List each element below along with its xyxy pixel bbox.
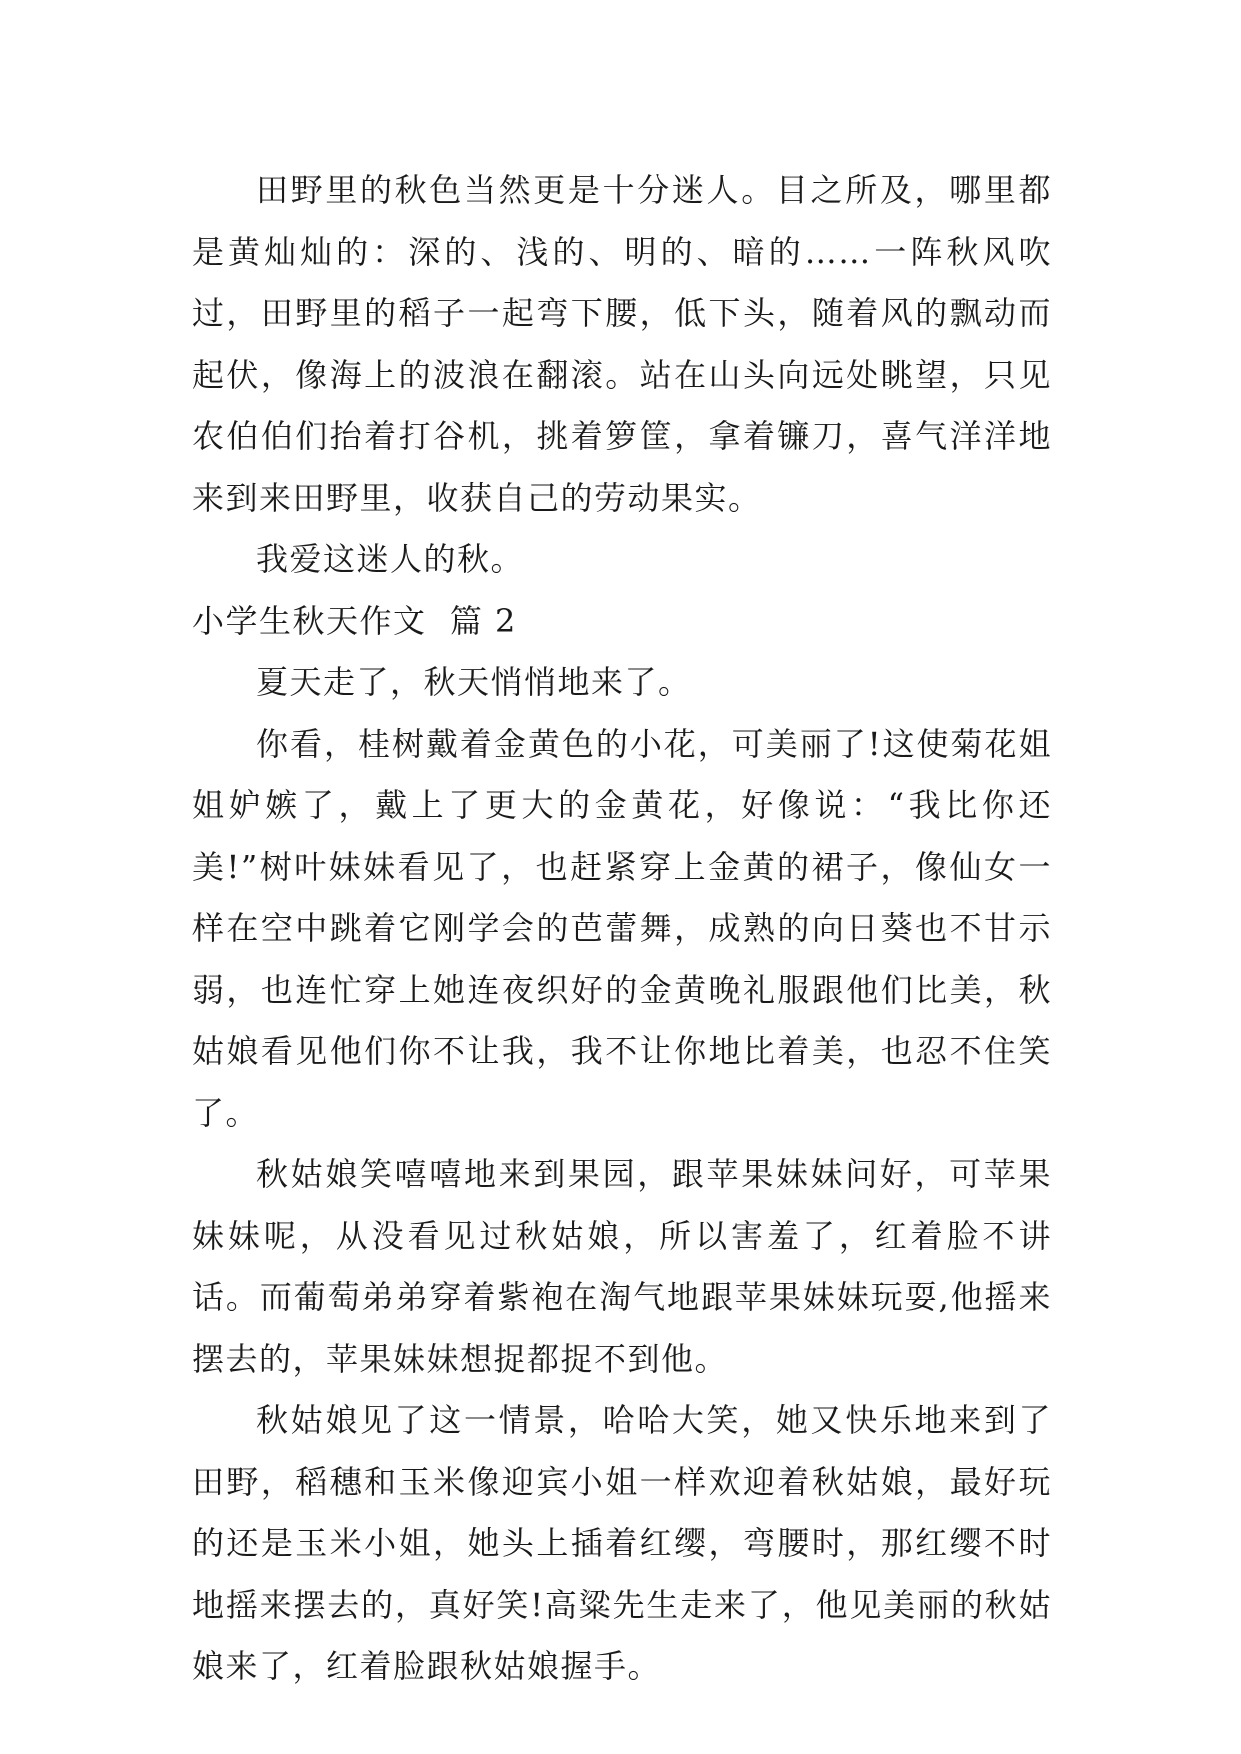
paragraph-fields-visit: 秋姑娘见了这一情景，哈哈大笑，她又快乐地来到了田野，稻穗和玉米像迎宾小姐一样欢迎着秋姑娘，最好玩的还是玉米小姐，她头上插着红缨，弯腰时，那红缨不时地摇来摆去的，真好笑!高粱先生走来了，他见美丽的秋姑娘来了，红着脸跟秋姑娘握手。 bbox=[192, 1401, 1052, 1685]
document-body bbox=[192, 160, 1052, 1698]
paragraph-summer-gone: 夏天走了，秋天悄悄地来了。 bbox=[256, 663, 692, 701]
paragraph-fields: 田野里的秋色当然更是十分迷人。目之所及，哪里都是黄灿灿的：深的、浅的、明的、暗的……一阵秋风吹过，田野里的稻子一起弯下腰，低下头，随着风的飘动而起伏，像海上的波浪在翻滚。站在山头向远处眺望，只见农伯伯们抬着打谷机，挑着箩筐，拿着镰刀，喜气洋洋地来到来田野里，收获自己的劳动果实。 bbox=[192, 171, 1052, 517]
paragraph-orchard: 秋姑娘笑嘻嘻地来到果园，跟苹果妹妹问好，可苹果妹妹呢，从没看见过秋姑娘，所以害羞了，红着脸不讲话。而葡萄弟弟穿着紫袍在淘气地跟苹果妹妹玩耍,他摇来摆去的，苹果妹妹想捉都捉不到他。 bbox=[192, 1155, 1052, 1378]
paragraph-osmanthus: 你看，桂树戴着金黄色的小花，可美丽了!这使菊花姐姐妒嫉了，戴上了更大的金黄花，好像说：“我比你还美!”树叶妹妹看见了，也赶紧穿上金黄的裙子，像仙女一样在空中跳着它刚学会的芭蕾舞，成熟的向日葵也不甘示弱，也连忙穿上她连夜织好的金黄晚礼服跟他们比美，秋姑娘看见他们你不让我，我不让你地比着美，也忍不住笑了。 bbox=[192, 724, 1052, 1132]
section-heading: 小学生秋天作文 篇 2 bbox=[192, 601, 517, 640]
paragraph-love-autumn: 我爱这迷人的秋。 bbox=[256, 540, 525, 578]
